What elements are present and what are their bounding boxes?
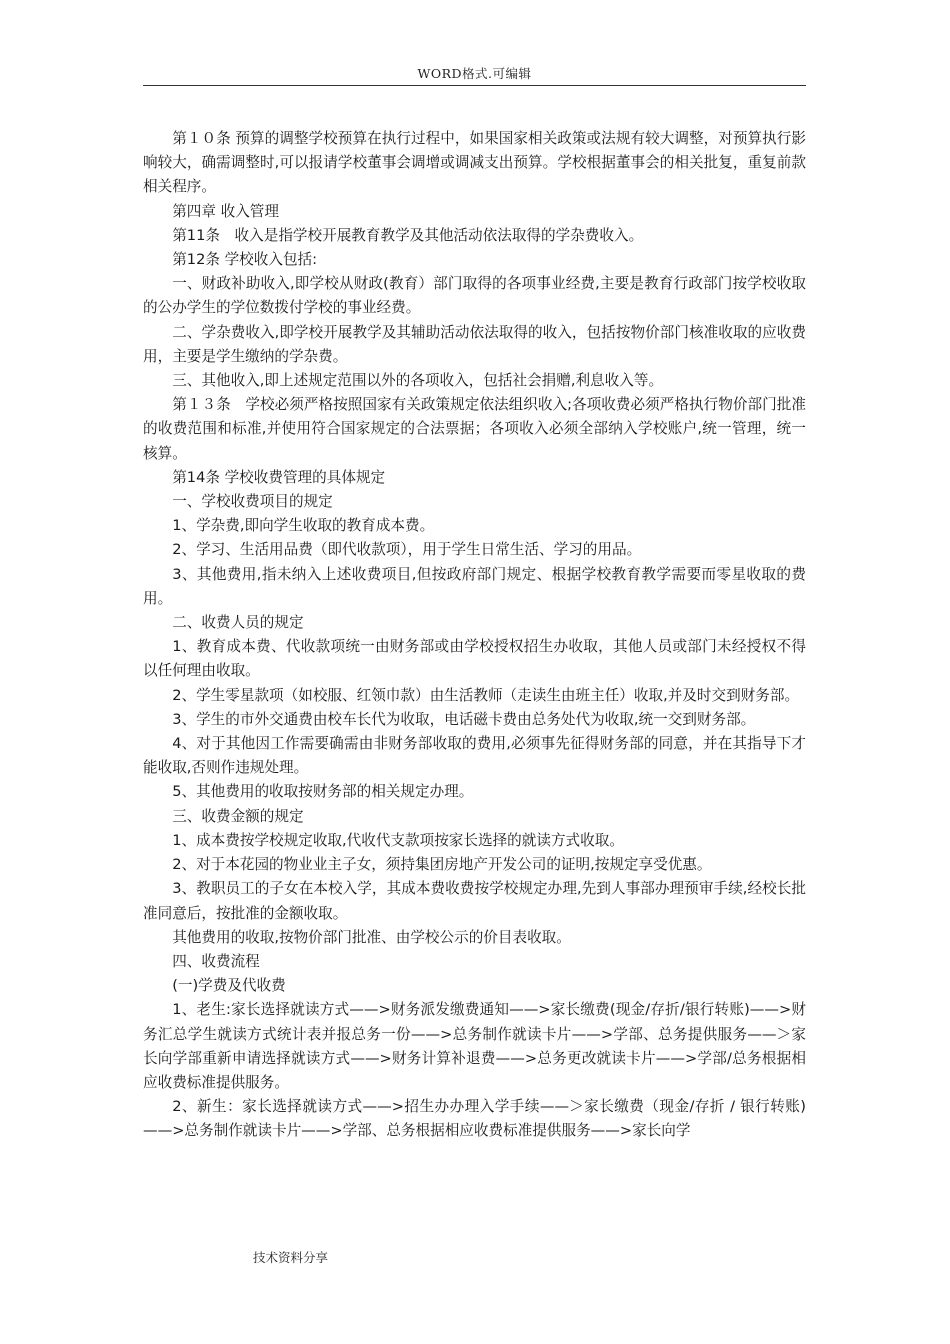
header-divider	[143, 85, 806, 86]
list-item: 1、老生:家长选择就读方式——>财务派发缴费通知——>家长缴费(现金/存折/银行转账)——>财务汇总学生就读方式统计表并报总务一份——>总务制作就读卡片——>学部、总务提供服务——＞家长向学部重新申请选择就读方式——>财务计算补退费——>总务更改就读卡片——>学部/总务根据相应收费标准提供服务。	[143, 1001, 807, 1091]
list-item: 5、其他费用的收取按财务部的相关规定办理。	[172, 783, 474, 801]
paragraph: 第12条 学校收入包括:	[172, 251, 318, 269]
paragraph: 第１３条 学校必须严格按照国家有关政策规定依法组织收入;各项收费必须严格执行物价部门批准的收费范围和标准,并使用符合国家规定的合法票据；各项收入必须全部纳入学校账户,统一管理，统一核算。	[143, 396, 806, 462]
list-item: 1、学杂费,即向学生收取的教育成本费。	[172, 517, 435, 535]
paragraph: 三、其他收入,即上述规定范围以外的各项收入，包括社会捐赠,利息收入等。	[172, 372, 664, 390]
document-body	[143, 127, 806, 1144]
page-footer: 技术资料分享	[253, 1250, 329, 1265]
list-item: 1、教育成本费、代收款项统一由财务部或由学校授权招生办收取，其他人员或部门未经授权不得以任何理由收取。	[143, 638, 806, 680]
list-item: 1、成本费按学校规定收取,代收代支款项按家长选择的就读方式收取。	[172, 831, 624, 849]
paragraph: 一、财政补助收入,即学校从财政(教育）部门取得的各项事业经费,主要是教育行政部门按学校收取的公办学生的学位数拨付学校的事业经费。	[143, 275, 806, 317]
list-item: 2、新生：家长选择就读方式——>招生办办理入学手续——＞家长缴费（现金/存折 / 银行转账)——>总务制作就读卡片——>学部、总务根据相应收费标准提供服务——>家长向学	[143, 1098, 806, 1140]
list-item: 2、学生零星款项（如校服、红领巾款）由生活教师（走读生由班主任）收取,并及时交到财务部。	[172, 686, 800, 704]
section-heading: 四、收费流程	[172, 952, 260, 970]
section-heading: 一、学校收费项目的规定	[172, 493, 333, 511]
paragraph: 第１０条 预算的调整学校预算在执行过程中，如果国家相关政策或法规有较大调整，对预算执行影响较大，确需调整时,可以报请学校董事会调增或调减支出预算。学校根据董事会的相关批复，重复前款相关程序。	[143, 130, 806, 196]
paragraph: 第11条 收入是指学校开展教育教学及其他活动依法取得的学杂费收入。	[172, 226, 644, 244]
paragraph: 二、学杂费收入,即学校开展教学及其辅助活动依法取得的收入，包括按物价部门核准收取的应收费用，主要是学生缴纳的学杂费。	[143, 323, 806, 365]
subsection-heading: (一)学费及代收费	[172, 977, 286, 995]
paragraph: 其他费用的收取,按物价部门批准、由学校公示的价目表收取。	[172, 928, 571, 946]
list-item: 3、学生的市外交通费由校车长代为收取，电话磁卡费由总务处代为收取,统一交到财务部。	[172, 710, 756, 728]
list-item: 2、学习、生活用品费（即代收款项），用于学生日常生活、学习的用品。	[172, 541, 642, 559]
list-item: 3、其他费用,指未纳入上述收费项目,但按政府部门规定、根据学校教育教学需要而零星收取的费用。	[143, 565, 806, 607]
chapter-heading: 第四章 收入管理	[172, 202, 279, 220]
section-heading: 三、收费金额的规定	[172, 807, 304, 825]
list-item: 4、对于其他因工作需要确需由非财务部收取的费用,必须事先征得财务部的同意，并在其指导下才能收取,否则作违规处理。	[143, 735, 806, 777]
page-header: WORD格式.可编辑	[417, 66, 532, 81]
list-item: 2、对于本花园的物业业主子女，须持集团房地产开发公司的证明,按规定享受优惠。	[172, 856, 712, 874]
paragraph: 第14条 学校收费管理的具体规定	[172, 468, 386, 486]
section-heading: 二、收费人员的规定	[172, 614, 304, 632]
list-item: 3、教职员工的子女在本校入学，其成本费收费按学校规定办理,先到人事部办理预审手续,经校长批准同意后，按批准的金额收取。	[143, 880, 806, 922]
